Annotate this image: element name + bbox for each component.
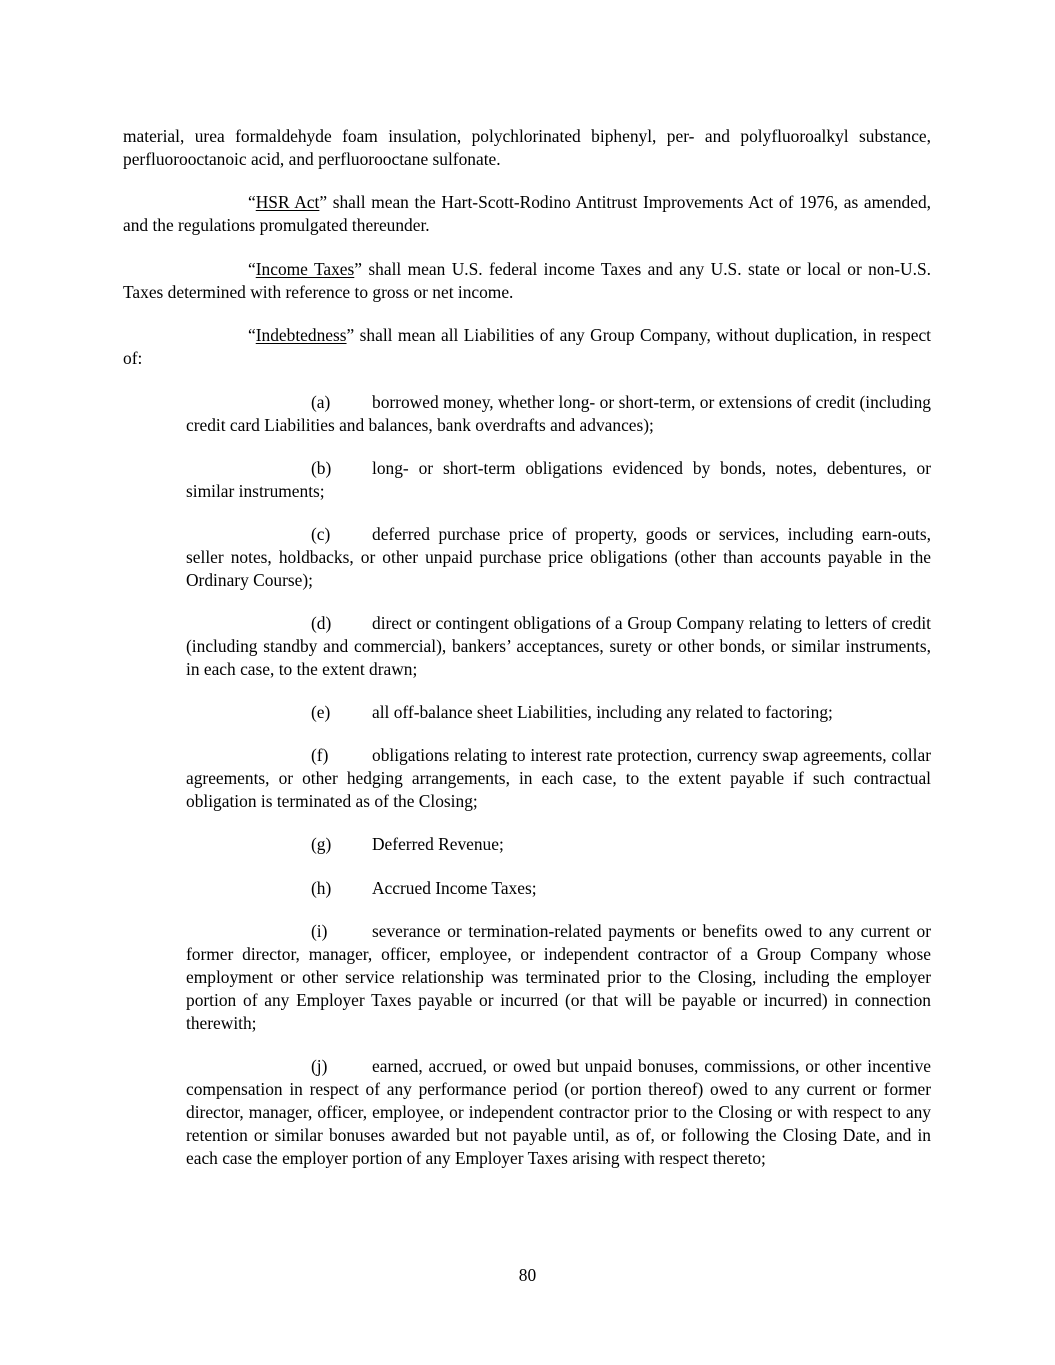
item-label: (b) [311, 458, 332, 478]
list-item [186, 457, 931, 503]
list-item [186, 701, 931, 724]
list-item [186, 612, 931, 681]
item-label: (e) [311, 702, 331, 722]
item-label: (i) [311, 921, 328, 941]
defined-term: HSR Act [255, 192, 320, 212]
item-text: Accrued Income Taxes; [372, 878, 537, 898]
item-label: (f) [311, 745, 329, 765]
definition-income-taxes [123, 258, 931, 304]
item-label: (d) [311, 613, 332, 633]
list-item [186, 744, 931, 813]
item-label: (c) [311, 524, 331, 544]
item-text: obligations relating to interest rate protection, currency swap agreements, collar agreements, or other hedging arrangements, in each case, to the extent payable if such contractual obligation is terminated as of the Closing; [186, 745, 931, 811]
definition-hsr-act [123, 191, 931, 237]
list-item [186, 1055, 931, 1170]
list-item [186, 523, 931, 592]
continuation-paragraph: material, urea formaldehyde foam insulation, polychlorinated biphenyl, per- and polyfluoroalkyl substance, perfluorooctanoic acid, and perfluorooctane sulfonate. [123, 126, 931, 169]
item-text: long- or short-term obligations evidenced by bonds, notes, debentures, or similar instruments; [186, 458, 931, 501]
item-label: (j) [311, 1056, 328, 1076]
item-text: direct or contingent obligations of a Group Company relating to letters of credit (including standby and commercial), bankers’ acceptances, surety or other bonds, or similar instruments, in each case, to the extent drawn; [186, 613, 931, 679]
item-label: (a) [311, 392, 331, 412]
item-text: Deferred Revenue; [372, 834, 504, 854]
item-text: severance or termination-related payments or benefits owed to any current or former director, manager, officer, employee, or independent contractor of a Group Company whose employment or other service relationship was terminated prior to the Closing, including the employer portion of any Employer Taxes payable or incurred (or that will be payable or incurred) in connection therewith; [186, 921, 931, 1033]
open-quote: “ [248, 192, 256, 212]
defined-term: Income Taxes [255, 259, 355, 279]
open-quote: “ [248, 259, 256, 279]
definition-indebtedness [123, 324, 931, 370]
item-text: earned, accrued, or owed but unpaid bonuses, commissions, or other incentive compensation in respect of any performance period (or portion thereof) owed to any current or former director, manager, officer, employee, or independent contractor prior to the Closing or with respect to any retention or similar bonuses awarded but not payable until, as of, or following the Closing Date, and in each case the employer portion of any Employer Taxes arising with respect thereto; [186, 1056, 931, 1168]
item-label: (g) [311, 834, 332, 854]
item-text: all off-balance sheet Liabilities, including any related to factoring; [372, 702, 833, 722]
list-item [186, 391, 931, 437]
definition-text: ” shall mean U.S. federal income Taxes and any U.S. state or local or non-U.S. Taxes determined with reference to gross or net income. [123, 259, 931, 302]
definition-text: ” shall mean the Hart-Scott-Rodino Antitrust Improvements Act of 1976, as amended, and the regulations promulgated thereunder. [123, 192, 932, 235]
open-quote: “ [248, 325, 256, 345]
item-text: borrowed money, whether long- or short-term, or extensions of credit (including credit card Liabilities and balances, bank overdrafts and advances); [186, 392, 931, 435]
definition-text: ” shall mean all Liabilities of any Group Company, without duplication, in respect of: [123, 325, 931, 368]
list-item [186, 920, 931, 1035]
page-number: 80 [518, 1265, 537, 1285]
item-text: deferred purchase price of property, goods or services, including earn-outs, seller notes, holdbacks, or other unpaid purchase price obligations (other than accounts payable in the Ordinary Course); [186, 524, 931, 590]
item-label: (h) [311, 878, 332, 898]
defined-term: Indebtedness [255, 325, 347, 345]
list-item [186, 833, 931, 856]
list-item [186, 877, 931, 900]
